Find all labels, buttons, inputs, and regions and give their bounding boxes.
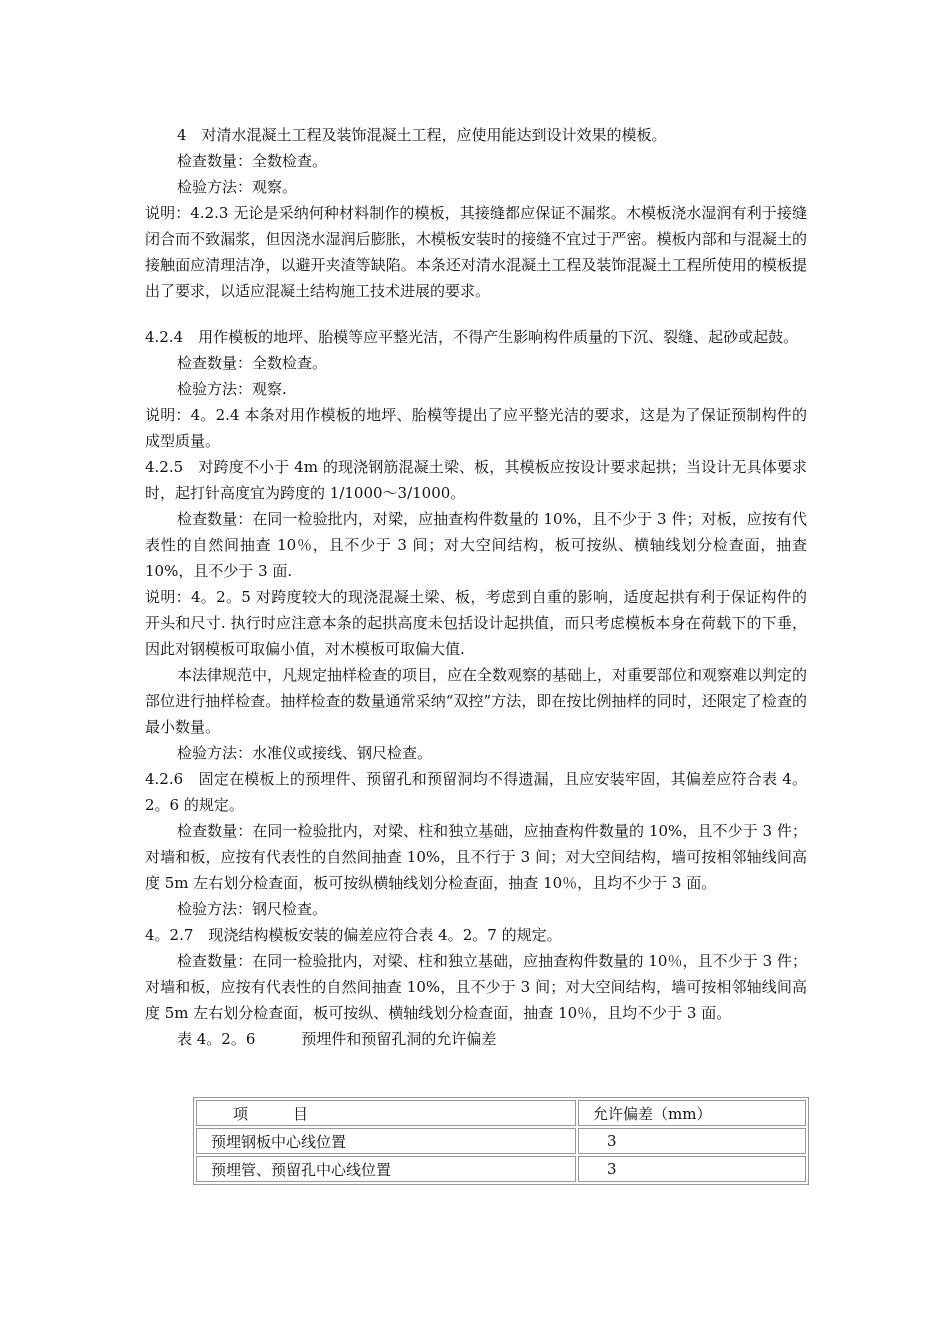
table-cell-item: 预埋管、预留孔中心线位置 (196, 1156, 576, 1182)
table-caption (145, 1026, 807, 1052)
table-header-row (196, 1100, 806, 1126)
paragraph: 检验方法：水准仪或接线、钢尺检查。 (177, 744, 433, 762)
paragraph: 4 对清水混凝土工程及装饰混凝土工程，应使用能达到设计效果的模板。 (177, 126, 667, 144)
table-row (196, 1128, 806, 1154)
paragraph-gap (145, 304, 807, 324)
paragraph: 4.2.4 用作模板的地坪、胎模等应平整光洁，不得产生影响构件质量的下沉、裂缝、起砂或起鼓。 (145, 328, 799, 346)
table-caption-title: 预埋件和预留孔洞的允许偏差 (301, 1030, 497, 1048)
paragraph: 说明：4。2.4 本条对用作模板的地坪、胎模等提出了应平整光洁的要求，这是为了保证预制构件的成型质量。 (145, 406, 807, 450)
paragraph: 4.2.6 固定在模板上的预埋件、预留孔和预留洞均不得遗漏，且应安装牢固，其偏差应符合表 4。2。6 的规定。 (145, 770, 807, 814)
paragraph: 检查数量：在同一检验批内，对梁、柱和独立基础，应抽查构件数量的 10%，且不少于 3 件；对墙和板，应按有代表性的自然间抽查 10%，且不行于 3 间；对大空间结构，墙可按相邻轴线间高度 5m 左右划分检查面，板可按纵横轴线划分检查面，抽查 10％，且均不少于 3 面。 (145, 822, 807, 892)
tolerance-table (193, 1097, 809, 1185)
table-cell-item: 预埋钢板中心线位置 (196, 1128, 576, 1154)
paragraph: 检查数量：在同一检验批内，对梁，应抽查构件数量的 10%，且不少于 3 件；对板，应按有代表性的自然间抽查 10％，且不少于 3 间；对大空间结构，板可按纵、横轴线划分检查面，抽查 10%，且不少于 3 面. (145, 510, 807, 580)
paragraph: 检查数量：全数检查。 (177, 354, 328, 372)
paragraph: 4.2.5 对跨度不小于 4m 的现浇钢筋混凝土梁、板，其模板应按设计要求起拱；当设计无具体要求时，起打针高度宜为跨度的 1/1000～3/1000。 (145, 458, 807, 502)
table-cell-value: 3 (578, 1128, 806, 1154)
table-cell-value: 3 (578, 1156, 806, 1182)
paragraph: 检查数量：在同一检验批内，对梁、柱和独立基础，应抽查构件数量的 10％，且不少于 3 件；对墙和板，应按有代表性的自然间抽查 10%，且不少于 3 间；对大空间结构，墙可按相邻轴线间高度 5m 左右划分检查面，板可按纵、横轴线划分检查面，抽查 10％，且均不少于 3 面。 (145, 952, 807, 1022)
paragraph: 4。2.7 现浇结构模板安装的偏差应符合表 4。2。7 的规定。 (145, 926, 562, 944)
paragraph: 检查数量：全数检查。 (177, 152, 328, 170)
paragraph: 检验方法：观察. (177, 380, 287, 398)
table-header-tolerance: 允许偏差（mm） (578, 1100, 806, 1126)
paragraph: 说明：4.2.3 无论是采纳何种材料制作的模板，其接缝都应保证不漏浆。木模板浇水湿润有利于接缝闭合而不致漏浆，但因浇水湿润后膨胀，木模板安装时的接缝不宜过于严密。模板内部和与混凝土的接触面应清理洁净，以避开夹渣等缺陷。本条还对清水混凝土工程及装饰混凝土工程所使用的模板提出了要求，以适应混凝土结构施工技术进展的要求。 (145, 204, 807, 300)
table-caption-number: 表 4。2。6 (177, 1030, 256, 1048)
paragraph: 说明：4。2。5 对跨度较大的现浇混凝土梁、板，考虑到自重的影响，适度起拱有利于保证构件的开头和尺寸. 执行时应注意本条的起拱高度未包括设计起拱值，而只考虑模板本身在荷载下的下垂，因此对钢模板可取偏小值，对木模板可取偏大值. (145, 588, 807, 658)
paragraph: 检验方法：钢尺检查。 (177, 900, 328, 918)
document-body (145, 122, 807, 1052)
paragraph: 本法律规范中，凡规定抽样检查的项目，应在全数观察的基础上，对重要部位和观察难以判定的部位进行抽样检查。抽样检查的数量通常采纳“双控”方法，即在按比例抽样的同时，还限定了检查的最小数量。 (145, 666, 808, 736)
paragraph: 检验方法：观察。 (177, 178, 298, 196)
table-row (196, 1156, 806, 1182)
table-header-item: 项 目 (196, 1100, 576, 1126)
